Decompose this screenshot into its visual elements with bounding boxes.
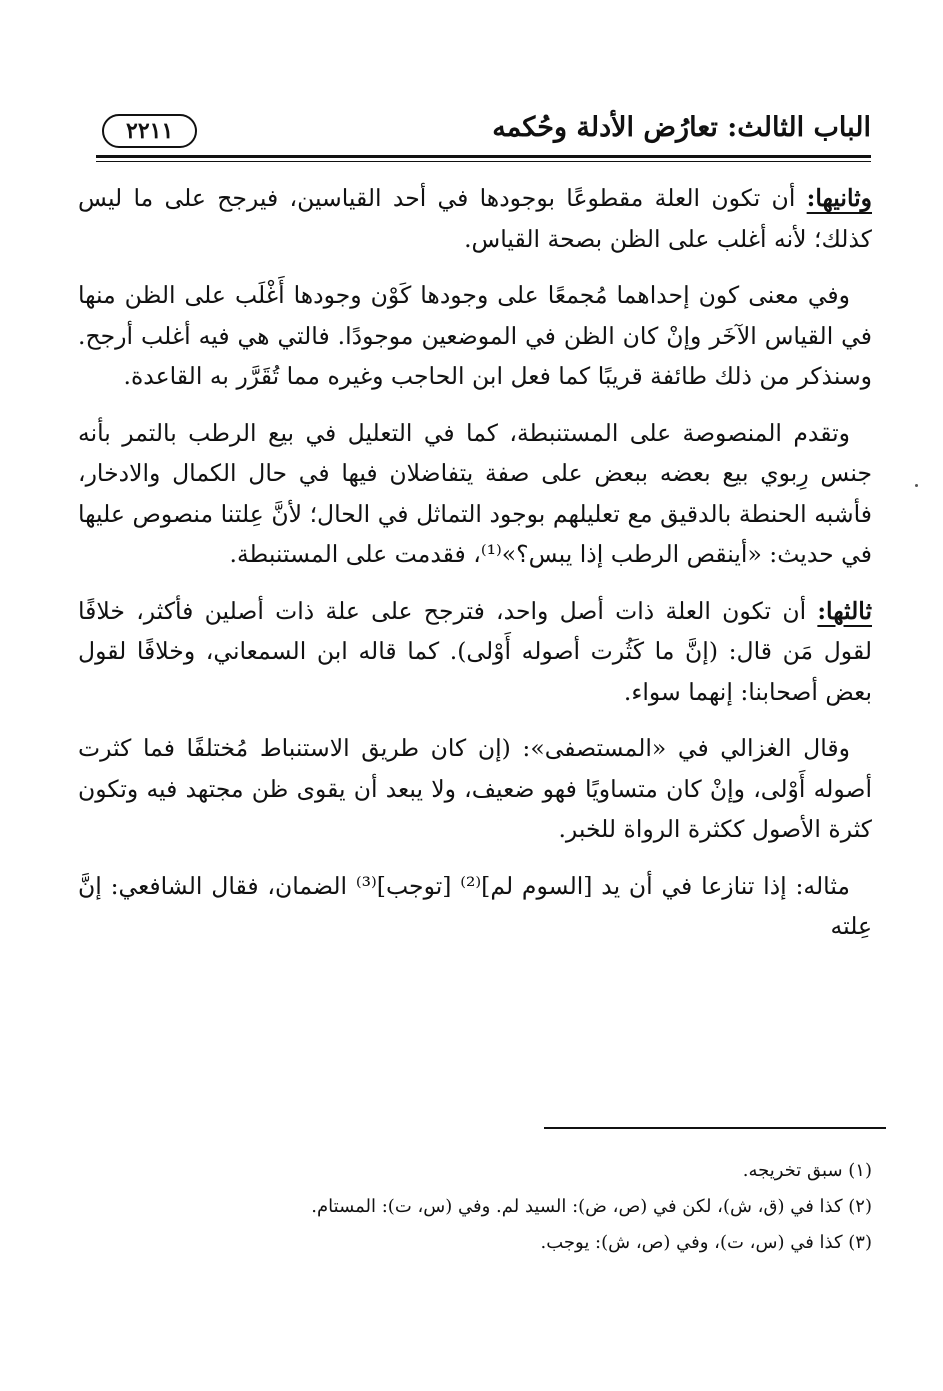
paragraph-text: وتقدم المنصوصة على المستنبطة، كما في التعليل في بيع الرطب بالتمر بأنه جنس رِبوي بيع بعضه ببعض على صفة يتفاضلان فيها في حال الكمال والادخار، فأشبه الحنطة بالدقيق مع تعليلهم بوجود التماثل في الحال؛ لأنَّ عِلتنا منصوص عليها في حديث: «أينقص الرطب إذا يبس؟»⁽¹⁾، فقدمت على المستنبطة. [78,418,872,568]
paragraph [78,728,872,850]
chapter-title: الباب الثالث: تعارُض الأدلة وحُكمه [492,112,871,143]
paragraph [78,413,872,575]
paragraph-text: وفي معنى كون إحداهما مُجمعًا على وجودها كَوْن وجودها أَغْلَب على الظن منها في القياس الآخَر وإنْ كان الظن في الموضعين موجودًا. فالتي هي فيه أغلب أرجح. وسنذكر من ذلك طائفة قريبًا كما فعل ابن الحاجب وغيره مما تُقَرَّر به القاعدة. [78,281,872,390]
running-header [96,108,871,154]
paragraph-text: أن تكون العلة ذات أصل واحد، فترجح على علة ذات أصلين فأكثر، خلافًا لقول مَن قال: (إنَّ ما كَثُرت أصوله أَوْلى). كما قاله ابن السمعاني، وخلافًا لقول بعض أصحابنا: إنهما سواء. [78,596,872,706]
paragraph-text: وقال الغزالي في «المستصفى»: (إن كان طريق الاستنباط مُختلفًا فما كثرت أصوله أَوْلى، وإنْ كان متساويًا فهو ضعيف، ولا يبعد أن يقوى ظن مجتهد فيه وتكون كثرة الأصول ككثرة الرواة للخبر. [78,734,872,843]
footnote: (١) سبق تخريجه. [742,1160,872,1181]
paragraph [78,591,872,713]
header-rule-thin [96,161,871,162]
main-text [78,178,872,963]
paragraph-text: مثاله: إذا تنازعا في أن يد [السوم لم]⁽²⁾ [توجب]⁽³⁾ الضمان، فقال الشافعي: إنَّ عِلته [78,871,872,940]
paragraph-lead: ثالثها: [817,596,872,625]
paragraph-text: أن تكون العلة مقطوعًا بوجودها في أحد القياسين، فيرجح على ما ليس كذلك؛ لأنه أغلب على الظن بصحة القياس. [78,184,872,253]
paragraph-lead: وثانيها: [806,184,872,212]
paragraph [78,275,872,397]
header-rule-thick [96,155,871,158]
paragraph [78,178,872,259]
margin-speck [915,484,918,487]
footnotes [200,1160,872,1268]
footnote: (٢) كذا في (ق، ش)، لكن في (ص، ض): السيد لم. وفي (س، ت): المستام. [311,1196,872,1217]
footnote-separator [544,1127,886,1129]
paragraph [78,866,872,947]
page-number-badge: ٢٢١١ [102,114,197,148]
footnote: (٣) كذا في (س، ت)، وفي (ص، ش): يوجب. [540,1232,872,1253]
